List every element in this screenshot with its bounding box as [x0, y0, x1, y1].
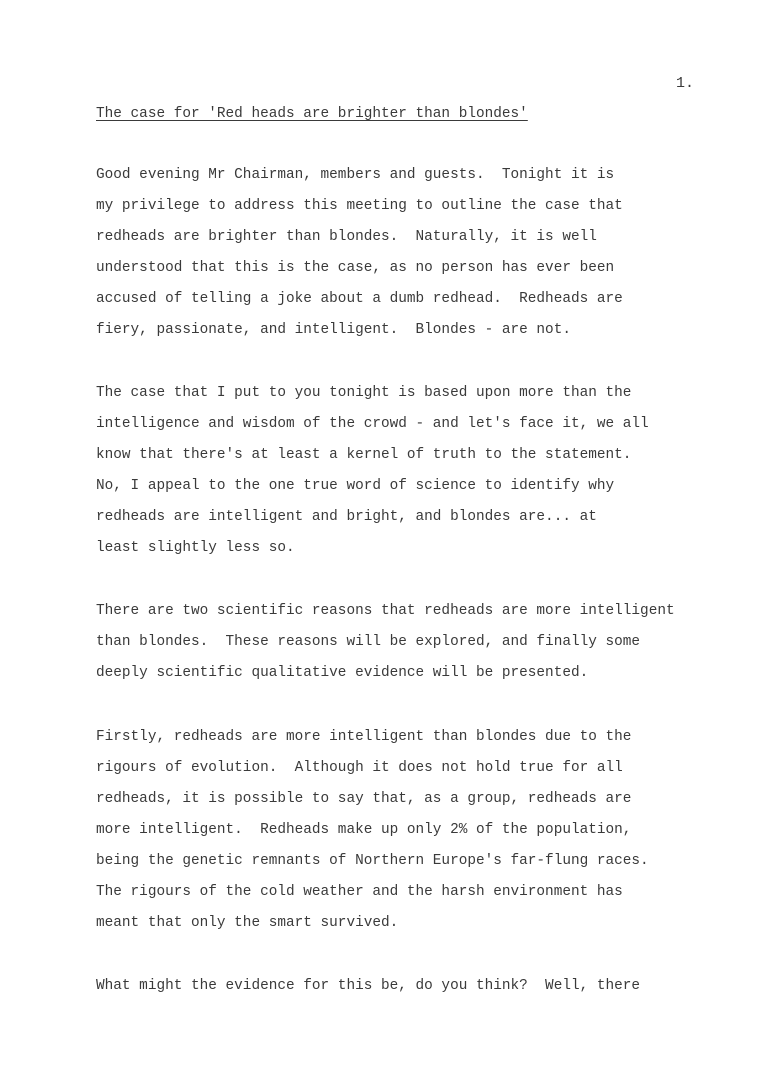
text-line: know that there's at least a kernel of truth to the statement. [96, 447, 632, 463]
text-line: accused of telling a joke about a dumb redhead. Redheads are [96, 291, 623, 307]
text-line: being the genetic remnants of Northern Europe's far-flung races. [96, 853, 649, 869]
text-line: rigours of evolution. Although it does not hold true for all [96, 760, 623, 776]
text-line: meant that only the smart survived. [96, 915, 399, 931]
text-line: understood that this is the case, as no person has ever been [96, 260, 615, 276]
text-line: than blondes. These reasons will be explored, and finally some [96, 634, 641, 650]
text-line: deeply scientific qualitative evidence will be presented. [96, 665, 589, 681]
text-line: The rigours of the cold weather and the harsh environment has [96, 884, 623, 900]
text-line: There are two scientific reasons that redheads are more intelligent [96, 603, 675, 619]
text-line: Firstly, redheads are more intelligent than blondes due to the [96, 729, 632, 745]
text-line: What might the evidence for this be, do you think? Well, there [96, 978, 641, 994]
text-line: intelligence and wisdom of the crowd - and let's face it, we all [96, 416, 649, 432]
text-line: redheads are brighter than blondes. Naturally, it is well [96, 229, 597, 245]
text-line: my privilege to address this meeting to outline the case that [96, 198, 623, 214]
text-line: redheads are intelligent and bright, and blondes are... at [96, 509, 597, 525]
document-title: The case for 'Red heads are brighter than blondes' [96, 106, 528, 122]
text-line: least slightly less so. [96, 540, 295, 556]
text-line: Good evening Mr Chairman, members and guests. Tonight it is [96, 167, 615, 183]
text-line: No, I appeal to the one true word of science to identify why [96, 478, 615, 494]
page-number: 1. [676, 75, 695, 92]
text-line: redheads, it is possible to say that, as a group, redheads are [96, 791, 632, 807]
text-line: fiery, passionate, and intelligent. Blondes - are not. [96, 322, 571, 338]
text-line: more intelligent. Redheads make up only 2% of the population, [96, 822, 632, 838]
text-line: The case that I put to you tonight is based upon more than the [96, 385, 632, 401]
